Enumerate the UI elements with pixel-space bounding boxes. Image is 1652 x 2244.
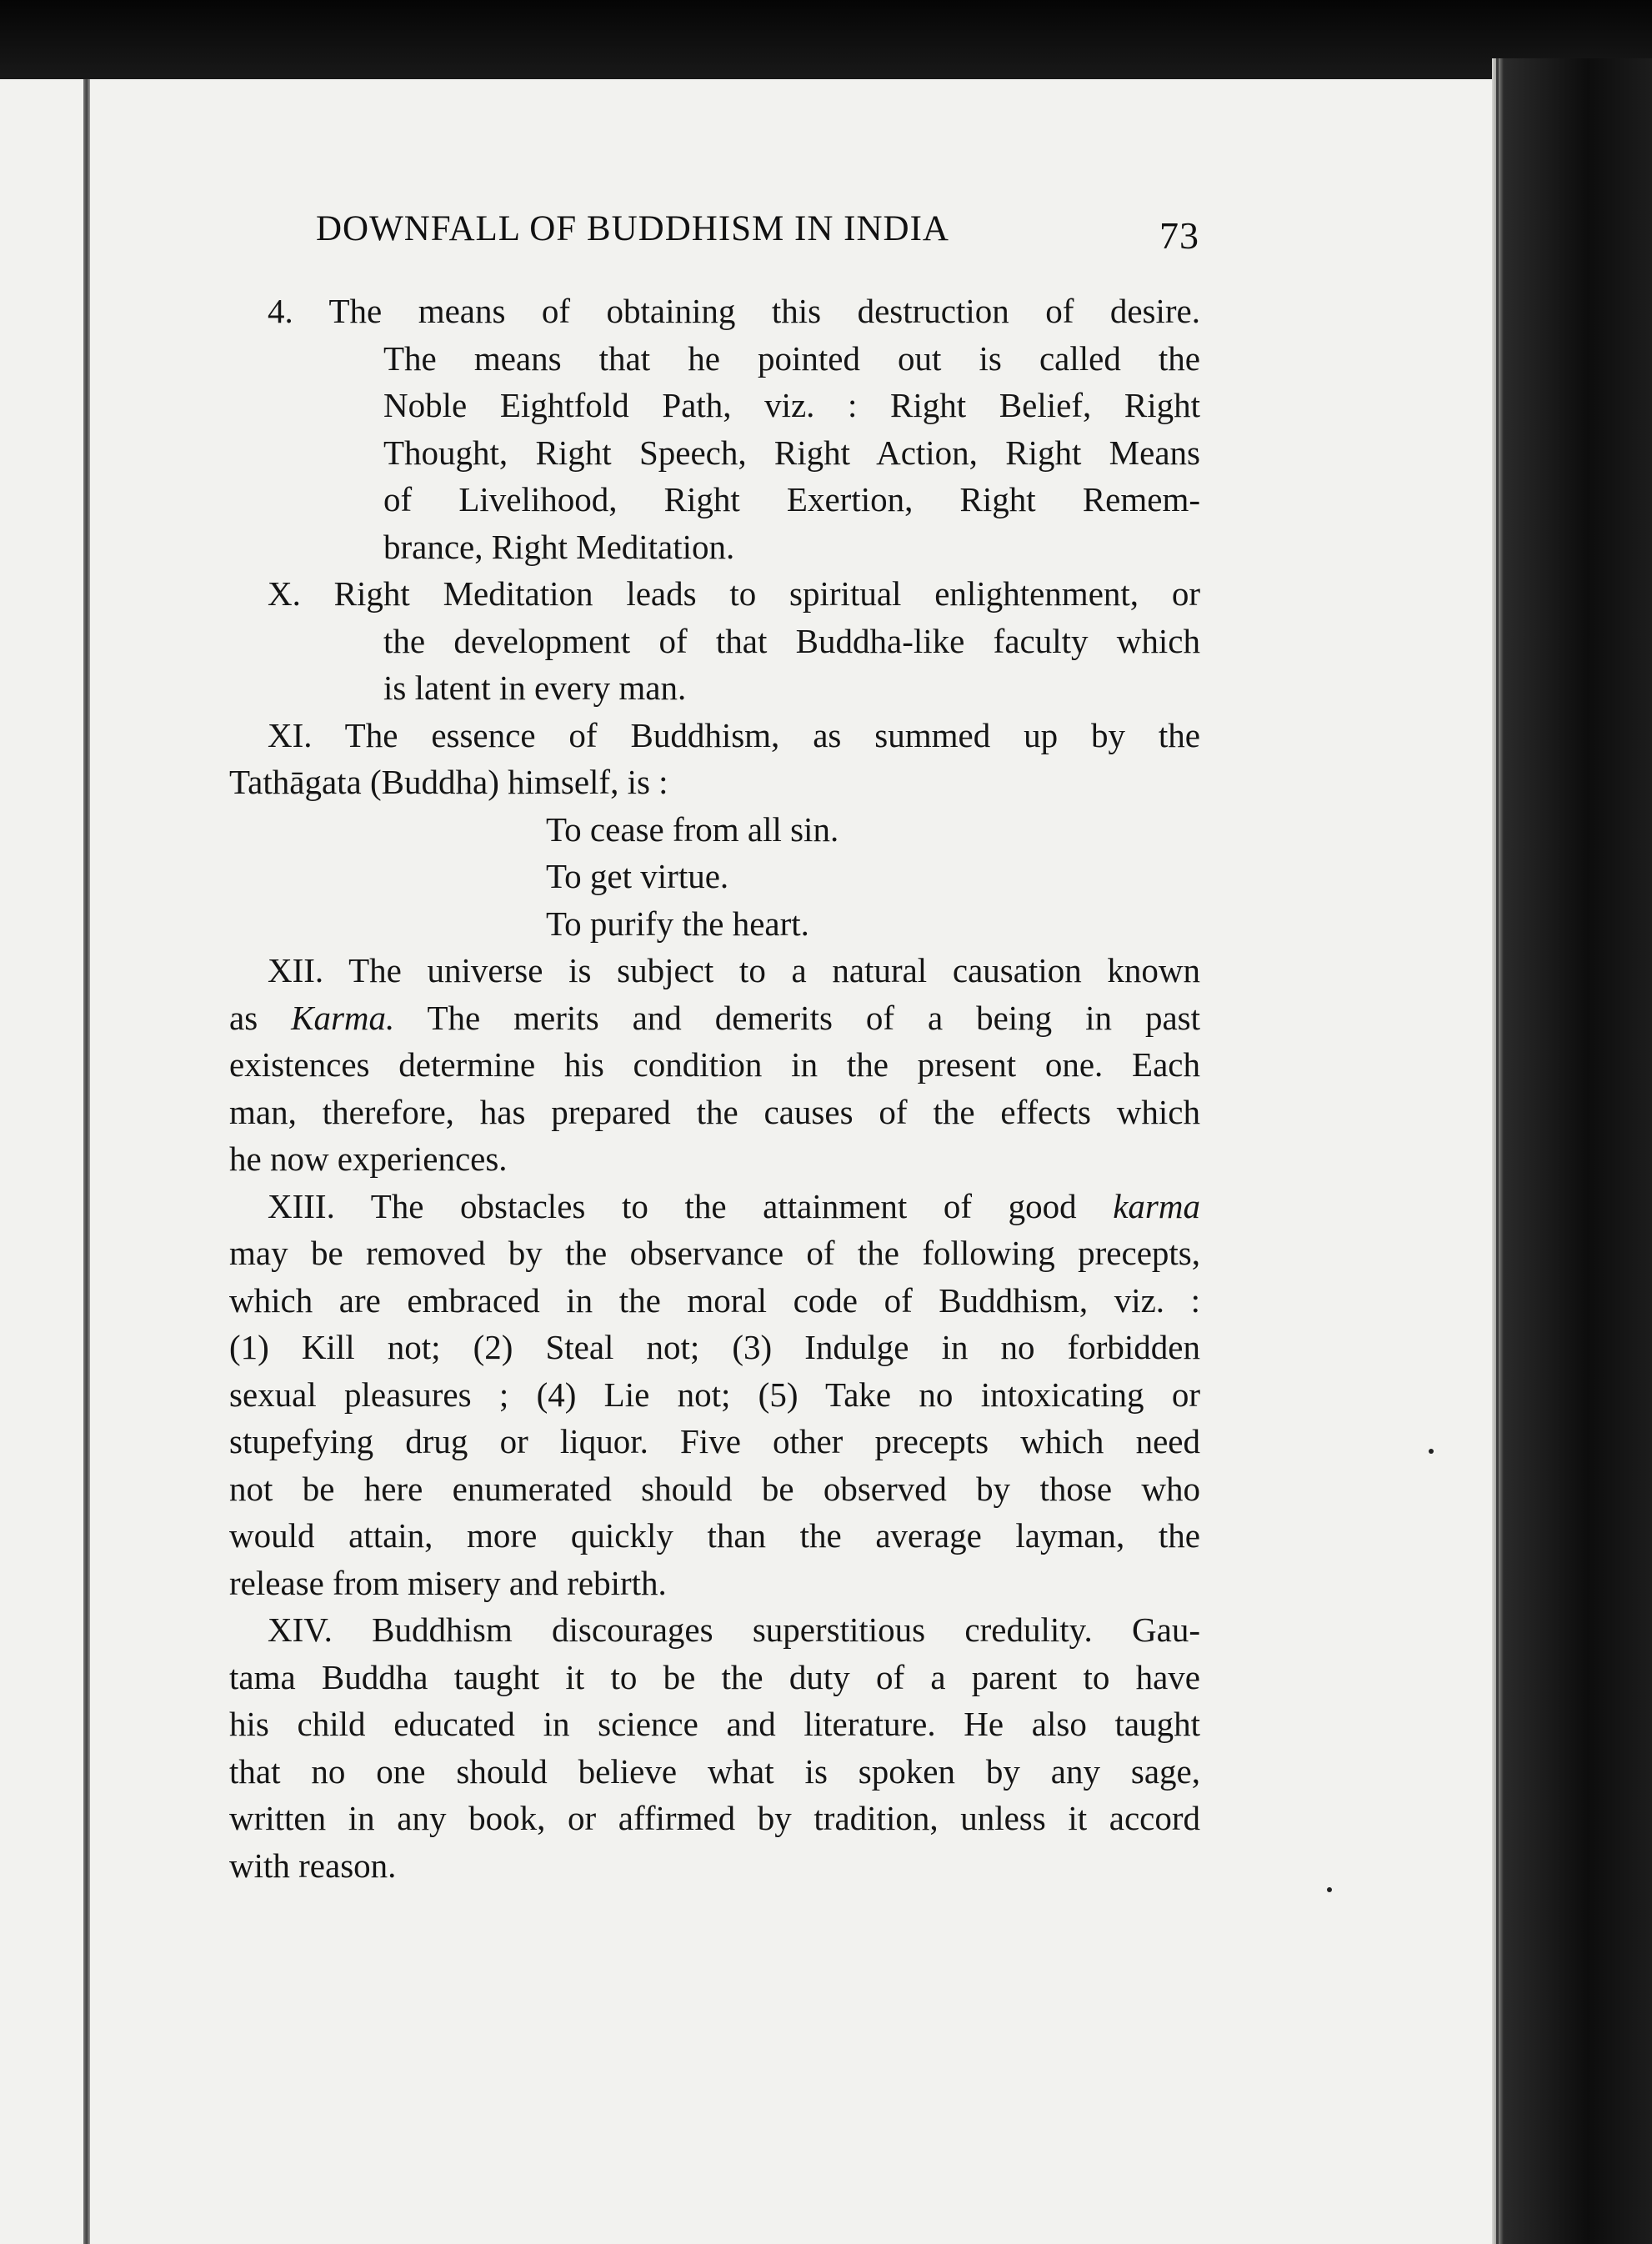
book-binding-gutter: [1492, 58, 1652, 2244]
text-line: the development of that Buddha-like faculty which: [383, 621, 1200, 660]
text-line: To purify the heart.: [546, 904, 809, 943]
gutter-edge-line: [1496, 58, 1499, 2244]
text-line: The means that he pointed out is called the: [383, 338, 1200, 378]
text-line: XII. The universe is subject to a natural causation known: [268, 951, 1200, 989]
text-line: [229, 994, 1200, 1042]
text-line: with reason.: [229, 1846, 397, 1885]
running-title: DOWNFALL OF BUDDHISM IN INDIA: [316, 209, 949, 248]
text-line: Tathāgata (Buddha) himself, is :: [229, 763, 668, 801]
italic-term: karma: [1113, 1186, 1200, 1225]
text-run: XIII. The obstacles to the attainment of good: [268, 1186, 1114, 1225]
running-header: [316, 202, 1199, 268]
text-line: 4. The means of obtaining this destruction of desire.: [268, 292, 1200, 330]
text-line: is latent in every man.: [383, 669, 687, 707]
text-line: (1) Kill not; (2) Steal not; (3) Indulge in no forbidden: [229, 1328, 1200, 1366]
page-left-edge: [83, 79, 90, 2244]
text-line: that no one should believe what is spoken by any sage,: [229, 1751, 1200, 1791]
scan-speck: [1327, 1887, 1332, 1892]
text-line: X. Right Meditation leads to spiritual enlightenment, or: [268, 574, 1200, 613]
text-line: To get virtue.: [546, 857, 729, 895]
text-line: sexual pleasures ; (4) Lie not; (5) Take no intoxicating or: [229, 1375, 1200, 1414]
text-line: existences determine his condition in the present one. Each: [229, 1045, 1200, 1084]
page-number: 73: [1159, 214, 1199, 257]
text-line: his child educated in science and literature. He also taught: [229, 1705, 1200, 1743]
text-line: release from misery and rebirth.: [229, 1563, 667, 1602]
text-line: of Livelihood, Right Exertion, Right Remem-: [383, 480, 1200, 518]
text-run: The merits and demerits of a being in past: [394, 998, 1201, 1037]
text-line: which are embraced in the moral code of Buddhism, viz. :: [229, 1280, 1200, 1320]
text-line: not be here enumerated should be observed by those who: [229, 1469, 1200, 1508]
text-line: Noble Eightfold Path, viz. : Right Belief, Right: [383, 386, 1200, 424]
text-line: may be removed by the observance of the following precepts,: [229, 1234, 1200, 1272]
scan-top-shadow: [0, 0, 1652, 83]
text-line: stupefying drug or liquor. Five other precepts which need: [229, 1422, 1200, 1460]
body-text: [229, 288, 1200, 1889]
scan-speck: [1429, 1449, 1434, 1454]
text-line: [229, 1183, 1200, 1230]
text-line: XIV. Buddhism discourages superstitious credulity. Gau-: [268, 1610, 1200, 1649]
text-run: as: [229, 998, 292, 1037]
text-line: tama Buddha taught it to be the duty of a parent to have: [229, 1657, 1200, 1696]
italic-term: Karma.: [291, 998, 395, 1037]
text-line: Thought, Right Speech, Right Action, Right Means: [383, 433, 1200, 472]
text-line: XI. The essence of Buddhism, as summed up by the: [268, 715, 1200, 754]
text-line: brance, Right Meditation.: [383, 527, 735, 566]
text-line: would attain, more quickly than the average layman, the: [229, 1516, 1200, 1555]
text-line: he now experiences.: [229, 1140, 508, 1178]
text-line: written in any book, or affirmed by tradition, unless it accord: [229, 1799, 1200, 1837]
text-line: man, therefore, has prepared the causes of the effects which: [229, 1092, 1200, 1131]
text-line: To cease from all sin.: [546, 809, 839, 849]
